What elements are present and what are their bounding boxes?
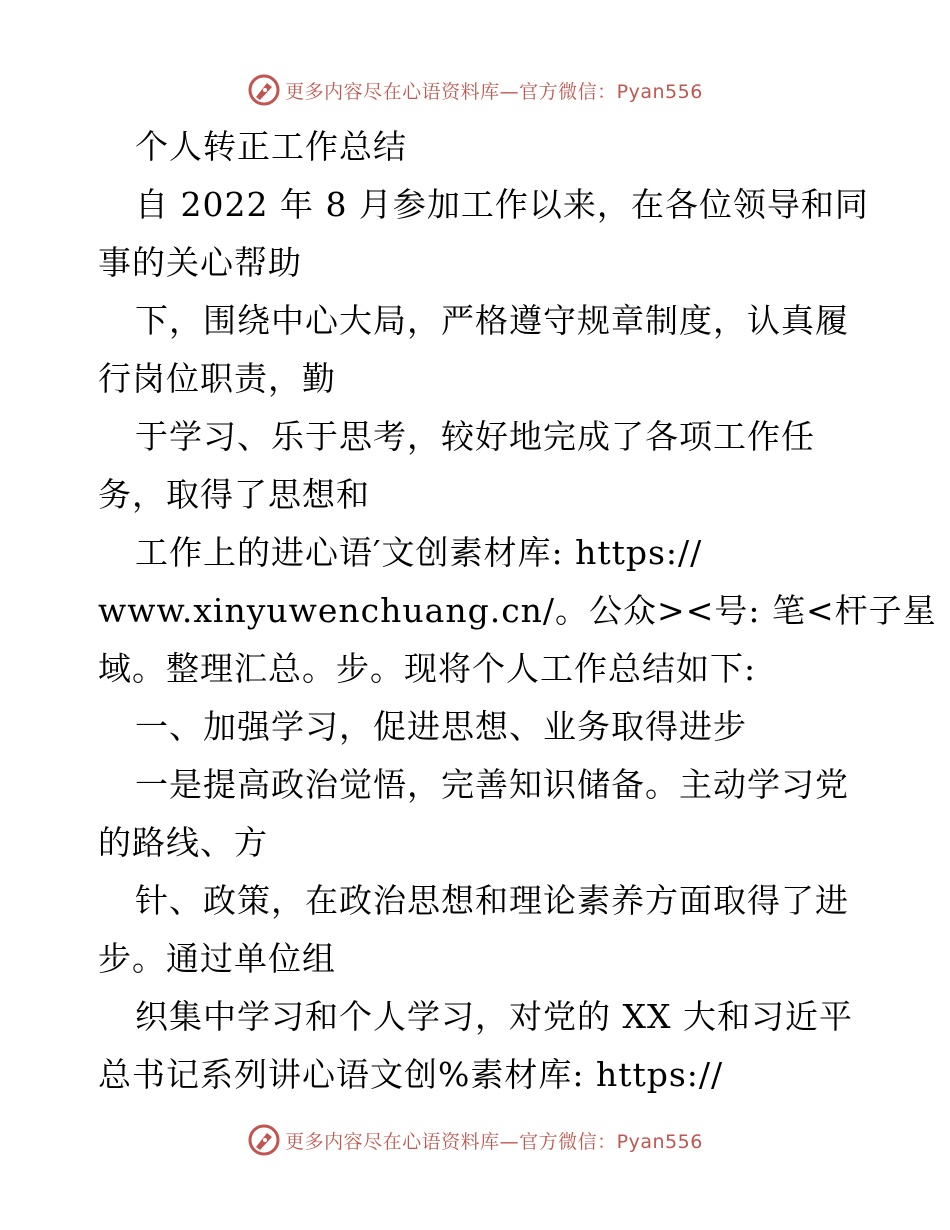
text-line: 的路线、方 xyxy=(98,823,268,862)
text-line: 一是提高政治觉悟，完善知识储备。主动学习党 xyxy=(135,765,849,804)
text-line: www.xinyuwenchuang.cn/。公众><号: 笔<杆子星 xyxy=(98,591,937,630)
footer-banner xyxy=(0,1120,950,1160)
text-line: 织集中学习和个人学习，对党的 XX 大和习近平 xyxy=(135,997,853,1036)
text-line: 于学习、乐于思考，较好地完成了各项工作任 xyxy=(135,417,815,456)
header-banner xyxy=(0,70,950,110)
text-line: 一、加强学习，促进思想、业务取得进步 xyxy=(135,707,747,746)
text-line: 个人转正工作总结 xyxy=(135,127,407,166)
pen-nib-logo-icon xyxy=(247,1123,281,1157)
text-line: 行岗位职责，勤 xyxy=(98,359,336,398)
text-line: 下，围绕中心大局，严格遵守规章制度，认真履 xyxy=(135,301,849,340)
text-line: 工作上的进心语′文创素材库: https:// xyxy=(135,533,703,572)
banner-text: 更多内容尽在心语资料库—官方微信：Pyan556 xyxy=(285,80,703,103)
text-line: 域。整理汇总。步。现将个人工作总结如下: xyxy=(98,649,757,688)
banner-text: 更多内容尽在心语资料库—官方微信：Pyan556 xyxy=(285,1130,703,1153)
text-line: 务，取得了思想和 xyxy=(98,475,370,514)
document-body xyxy=(98,118,937,1104)
text-line: 事的关心帮助 xyxy=(98,243,302,282)
text-line: 步。通过单位组 xyxy=(98,939,336,978)
text-line: 自 2022 年 8 月参加工作以来，在各位领导和同 xyxy=(135,185,869,224)
text-line: 针、政策，在政治思想和理论素养方面取得了进 xyxy=(135,881,849,920)
text-line: 总书记系列讲心语文创%素材库: https:// xyxy=(98,1055,724,1094)
pen-nib-logo-icon xyxy=(247,73,281,107)
